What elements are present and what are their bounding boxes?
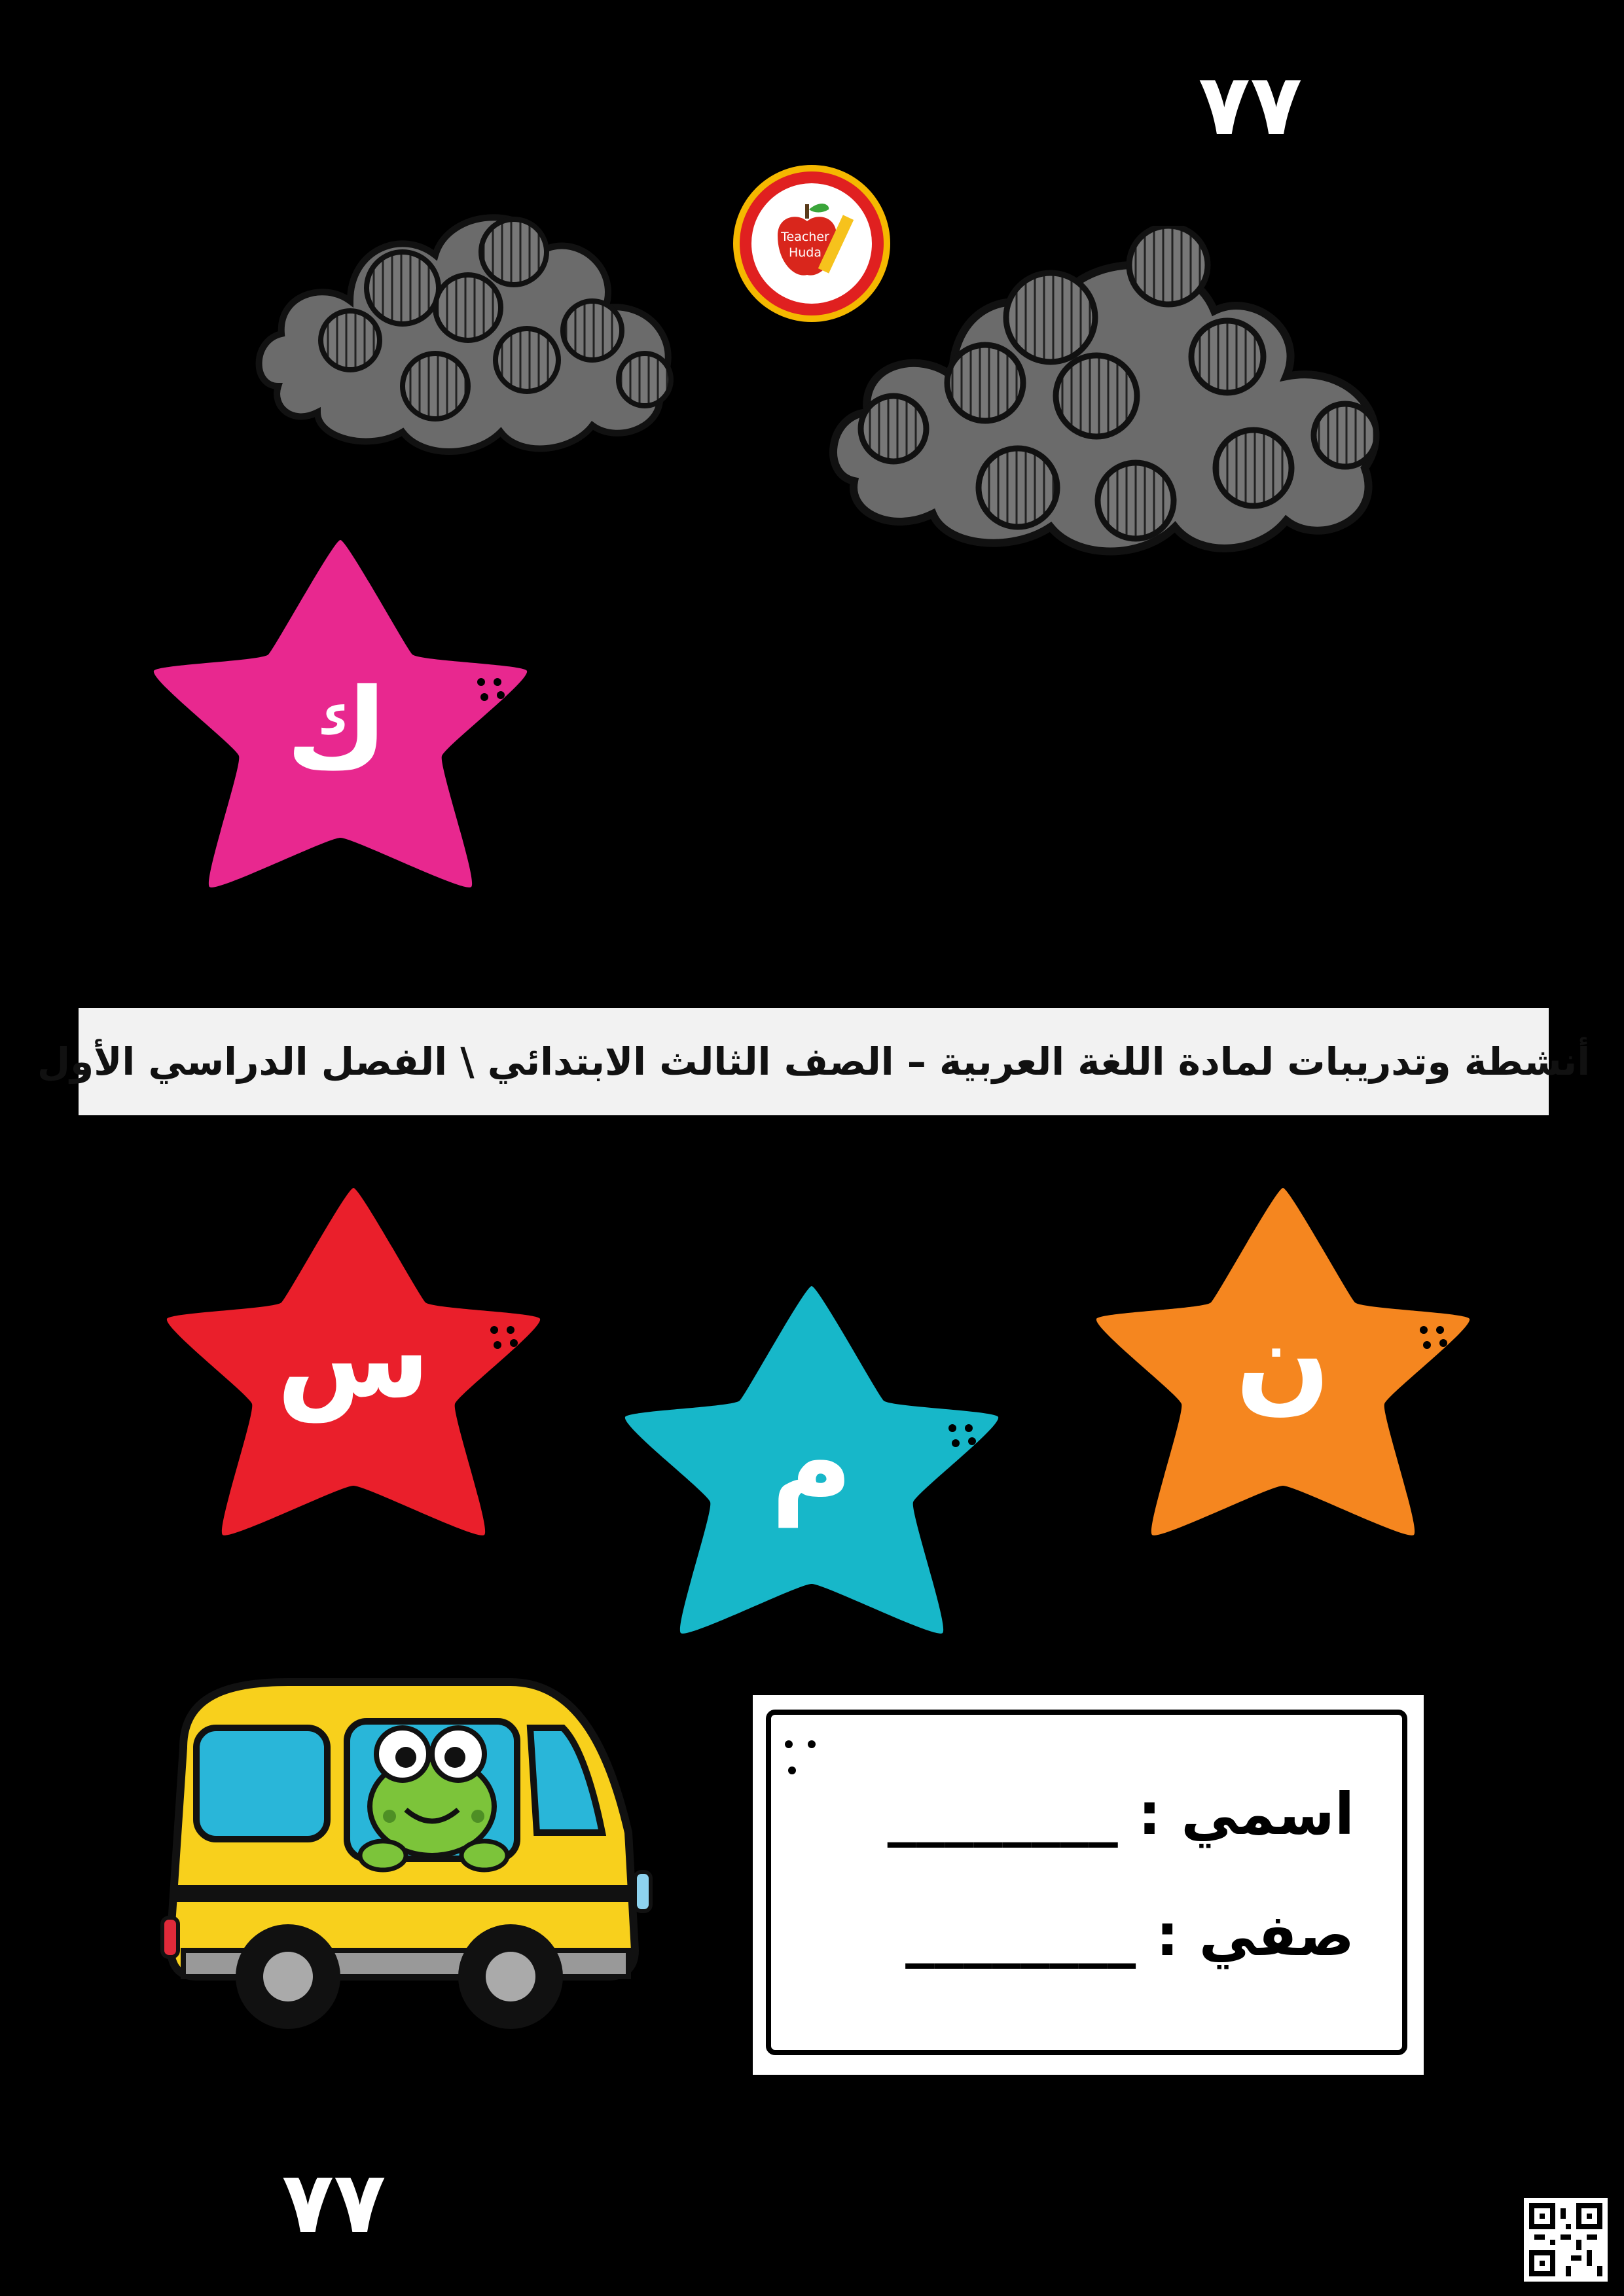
card-dots bbox=[779, 1734, 831, 1787]
student-info-frame bbox=[766, 1710, 1407, 2055]
name-field[interactable] bbox=[888, 1780, 1354, 1848]
star-red bbox=[164, 1178, 543, 1545]
star-letter: م bbox=[770, 1398, 853, 1528]
school-bus-icon bbox=[157, 1669, 661, 2036]
star-orange bbox=[1093, 1178, 1473, 1545]
name-label: اسمي : bbox=[1138, 1780, 1354, 1848]
star-letter: س bbox=[276, 1293, 431, 1423]
star-letter: ن bbox=[1235, 1297, 1331, 1426]
name-blank: ________ bbox=[887, 1780, 1118, 1848]
star-letter: ك bbox=[286, 665, 388, 795]
logo-text-1: Teacher bbox=[781, 230, 829, 244]
star-teal bbox=[622, 1276, 1001, 1643]
title-banner bbox=[37, 1008, 1591, 1115]
qr-code-icon[interactable] bbox=[1524, 2198, 1608, 2282]
cloud-icon bbox=[821, 226, 1424, 579]
cloud-icon bbox=[252, 190, 717, 465]
star-pink bbox=[151, 530, 530, 897]
page-number-bottom: ٧٧ bbox=[281, 2153, 386, 2252]
class-blank: ________ bbox=[905, 1901, 1136, 1969]
class-field[interactable] bbox=[905, 1901, 1354, 1969]
page-number-top: ٧٧ bbox=[1198, 55, 1303, 154]
banner-title: أنشطة وتدريبات لمادة اللغة العربية – الصف الثالث الابتدائي \ الفصل الدراسي الأول bbox=[37, 1039, 1591, 1084]
frog-icon bbox=[360, 1728, 507, 1870]
logo-text-2: Huda bbox=[788, 245, 822, 260]
class-label: صفي : bbox=[1155, 1901, 1354, 1969]
